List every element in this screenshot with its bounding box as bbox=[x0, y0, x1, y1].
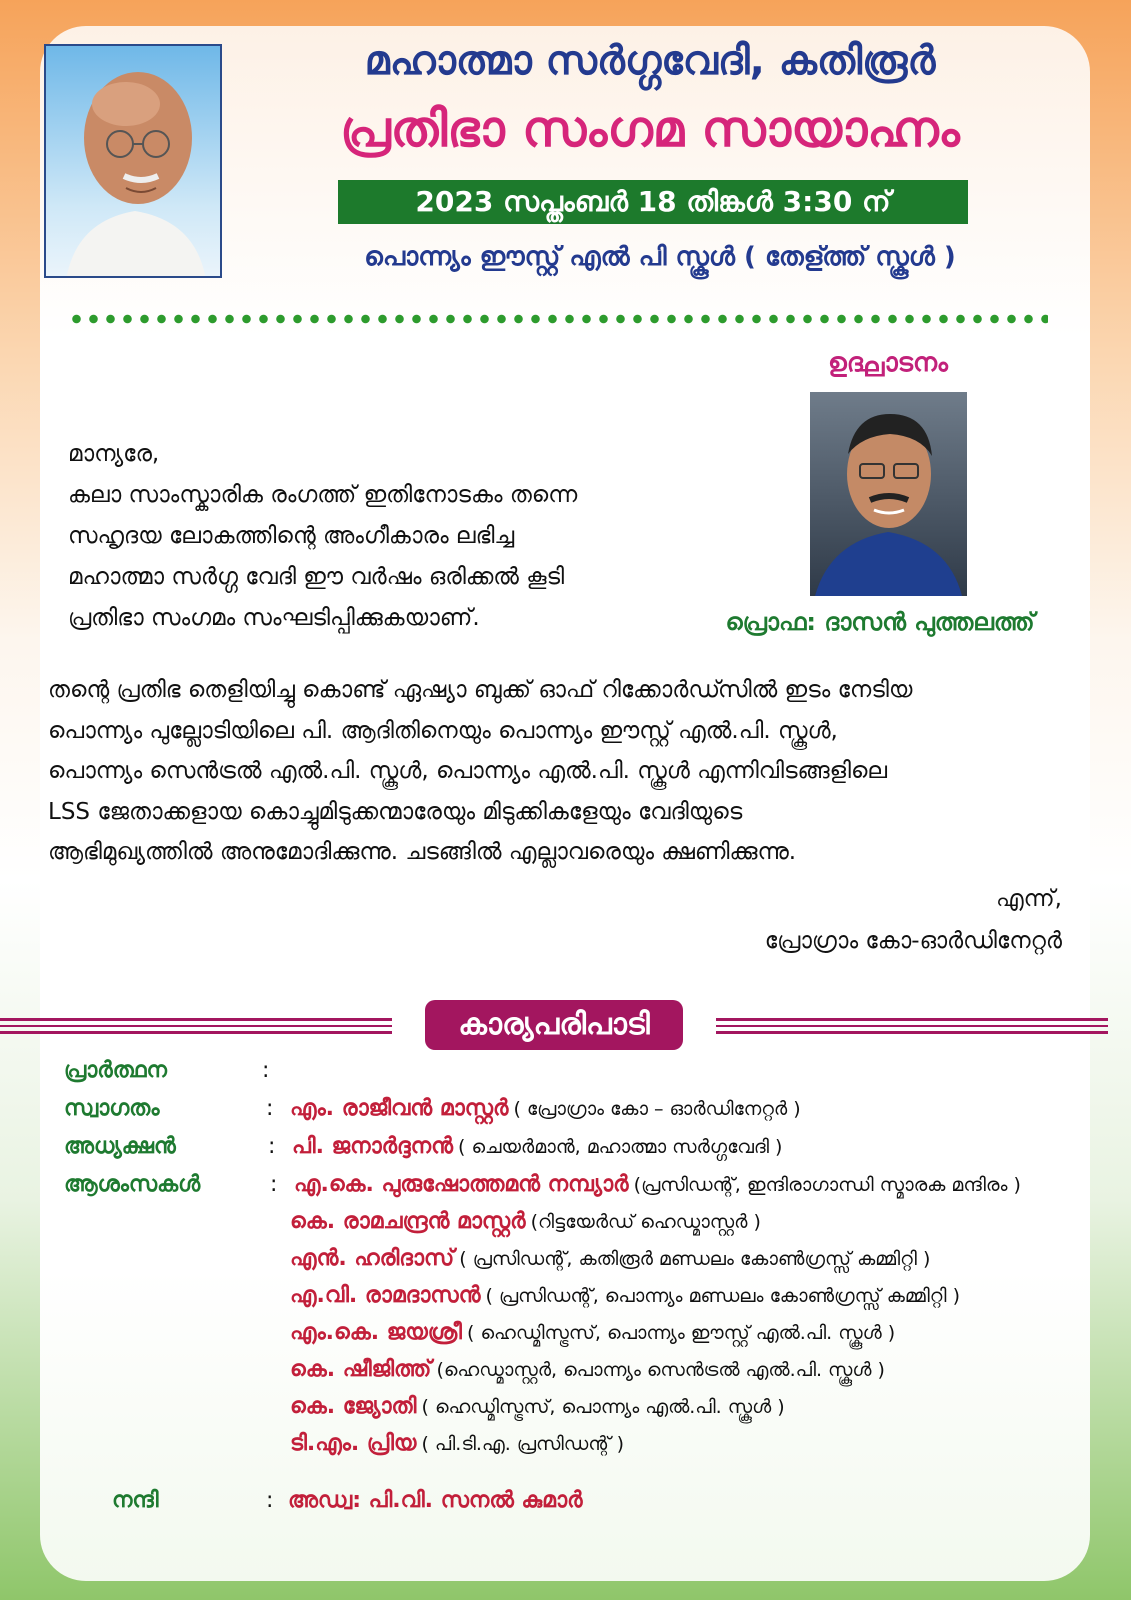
letter-line: മഹാത്മാ സർഗ്ഗ വേദി ഈ വർഷം ഒരിക്കൽ കൂടി bbox=[68, 564, 565, 590]
welcome-name: എം. രാജീവൻ മാസ്റ്റർ bbox=[290, 1096, 509, 1121]
guest-portrait-drawing bbox=[810, 392, 967, 596]
presidency-colon: : bbox=[268, 1134, 276, 1159]
felicitations-colon: : bbox=[270, 1172, 278, 1197]
felicitation-item bbox=[290, 1357, 885, 1382]
guest-name: പ്രൊഫ: ദാസൻ പുത്തലത്ത് bbox=[725, 608, 1035, 636]
felicitation-name: ടി.എം. പ്രിയ bbox=[290, 1431, 417, 1456]
felicitation-desc: ( ഹെഡ്മിസ്ട്രസ്, പൊന്ന്യം എൽ.പി. സ്കൂൾ ) bbox=[421, 1396, 785, 1418]
letter-line: പ്രതിഭാ സംഗമം സംഘടിപ്പിക്കുകയാണ്. bbox=[68, 605, 480, 631]
felicitation-item bbox=[294, 1172, 1021, 1197]
divider-lines-right bbox=[716, 1018, 1108, 1034]
felicitation-desc: (ഹെഡ്മാസ്റ്റർ, പൊന്ന്യം സെൻട്രൽ എൽ.പി. സ്കൂൾ ) bbox=[436, 1359, 885, 1381]
letter-line: കലാ സാംസ്കാരിക രംഗത്ത് ഇതിനോടകം തന്നെ bbox=[68, 482, 578, 508]
prayer-label: പ്രാർത്ഥന bbox=[64, 1058, 167, 1083]
date-time-banner: 2023 സപ്തംബർ 18 തിങ്കൾ 3:30 ന് bbox=[338, 180, 968, 224]
letter-greeting: മാന്യരേ, bbox=[68, 441, 160, 467]
felicitation-name: എ.വി. രാമദാസൻ bbox=[290, 1283, 481, 1308]
felicitation-name: എം.കെ. ജയശ്രീ bbox=[290, 1320, 462, 1345]
welcome-row bbox=[290, 1096, 801, 1121]
prayer-colon: : bbox=[262, 1058, 270, 1083]
programme-title: കാര്യപരിപാടി bbox=[425, 1000, 683, 1050]
letter-line: സഹൃദയ ലോകത്തിന്റെ അംഗീകാരം ലഭിച്ച bbox=[68, 523, 515, 549]
felicitations-label: ആശംസകൾ bbox=[64, 1172, 201, 1197]
felicitation-item bbox=[290, 1283, 960, 1308]
invitation-letter bbox=[68, 434, 708, 639]
thanks-label: നന്ദി bbox=[112, 1488, 159, 1513]
paragraph-line: തന്റെ പ്രതിഭ തെളിയിച്ചു കൊണ്ട് ഏഷ്യാ ബുക്ക് ഓഫ് റിക്കോർഡ്സിൽ ഇടം നേടിയ bbox=[48, 677, 913, 703]
felicitation-desc: ( പി.ടി.എ. പ്രസിഡന്റ് ) bbox=[421, 1433, 625, 1455]
felicitation-item bbox=[290, 1431, 624, 1456]
dotted-divider bbox=[68, 314, 1048, 324]
welcome-label: സ്വാഗതം bbox=[64, 1096, 160, 1121]
presidency-desc: ( ചെയർമാൻ, മഹാത്മാ സർഗ്ഗവേദി ) bbox=[458, 1136, 783, 1158]
presidency-name: പി. ജനാർദ്ദനൻ bbox=[292, 1134, 453, 1159]
felicitation-item bbox=[290, 1320, 895, 1345]
felicitation-name: എ.കെ. പുരുഷോത്തമൻ നമ്പ്യാർ bbox=[294, 1172, 629, 1197]
welcome-desc: ( പ്രോഗ്രാം കോ – ഓർഡിനേറ്റർ ) bbox=[513, 1098, 801, 1120]
invitation-paragraph bbox=[48, 670, 1078, 873]
prayer-row bbox=[64, 1058, 167, 1083]
gandhi-portrait-drawing bbox=[46, 46, 222, 278]
felicitation-name: കെ. ജ്യോതി bbox=[290, 1394, 417, 1419]
event-title: പ്രതിഭാ സംഗമ സായാഹ്നം bbox=[340, 100, 960, 158]
paragraph-line: LSS ജേതാക്കളായ കൊച്ചുമിടുക്കന്മാരേയും മിടുക്കികളേയും വേദിയുടെ bbox=[48, 798, 743, 825]
paragraph-line: പൊന്ന്യം പുല്ലോടിയിലെ പി. ആദിതിനെയും പൊന്ന്യം ഈസ്റ്റ് എൽ.പി. സ്കൂൾ, bbox=[48, 717, 838, 744]
felicitation-desc: (പ്രസിഡന്റ്, ഇന്ദിരാഗാന്ധി സ്മാരക മന്ദിരം ) bbox=[633, 1174, 1021, 1196]
felicitation-item bbox=[290, 1246, 930, 1271]
paragraph-line: ആഭിമുഖ്യത്തിൽ അനുമോദിക്കുന്നു. ചടങ്ങിൽ എല്ലാവരെയും ക്ഷണിക്കുന്നു. bbox=[48, 839, 797, 865]
felicitation-desc: ( പ്രസിഡന്റ്, പൊന്ന്യം മണ്ഡലം കോൺഗ്രസ്സ് കമ്മിറ്റി ) bbox=[485, 1285, 960, 1307]
felicitation-desc: ( പ്രസിഡന്റ്, കതിരൂർ മണ്ഡലം കോൺഗ്രസ്സ് കമ്മിറ്റി ) bbox=[459, 1248, 931, 1270]
felicitation-desc: (റിട്ടയേർഡ് ഹെഡ്മാസ്റ്റർ ) bbox=[530, 1211, 761, 1233]
felicitation-item bbox=[290, 1209, 761, 1234]
inauguration-label: ഉദ്ഘാടനം bbox=[828, 348, 948, 378]
felicitation-desc: ( ഹെഡ്മിസ്ട്രസ്, പൊന്ന്യം ഈസ്റ്റ് എൽ.പി. സ്കൂൾ ) bbox=[467, 1322, 896, 1344]
presidency-label: അധ്യക്ഷൻ bbox=[64, 1134, 176, 1159]
gandhi-portrait bbox=[44, 44, 222, 278]
presidency-row bbox=[292, 1134, 782, 1159]
thanks-colon: : bbox=[266, 1488, 274, 1513]
felicitation-name: കെ. ഷീജിത്ത് bbox=[290, 1357, 432, 1382]
venue-text: പൊന്ന്യം ഈസ്റ്റ് എൽ പി സ്കൂൾ ( തേള്ത്ത് സ്കൂൾ ) bbox=[364, 242, 956, 272]
felicitation-name: എൻ. ഹരിദാസ് bbox=[290, 1246, 455, 1271]
felicitation-item bbox=[290, 1394, 785, 1419]
thanks-name: അഡ്വ: പി.വി. സനൽ കുമാർ bbox=[288, 1488, 583, 1513]
sign-off: എന്ന്, bbox=[995, 886, 1062, 912]
felicitation-name: കെ. രാമചന്ദ്രൻ മാസ്റ്റർ bbox=[290, 1209, 526, 1234]
paragraph-line: പൊന്ന്യം സെൻട്രൽ എൽ.പി. സ്കൂൾ, പൊന്ന്യം എൽ.പി. സ്കൂൾ എന്നിവിടങ്ങളിലെ bbox=[48, 758, 888, 784]
guest-portrait bbox=[810, 392, 967, 596]
signatory: പ്രോഗ്രാം കോ-ഓർഡിനേറ്റർ bbox=[764, 928, 1062, 954]
divider-lines-left bbox=[0, 1018, 392, 1034]
org-title: മഹാത്മാ സർഗ്ഗവേദി, കതിരൂർ bbox=[364, 38, 936, 84]
welcome-colon: : bbox=[266, 1096, 274, 1121]
